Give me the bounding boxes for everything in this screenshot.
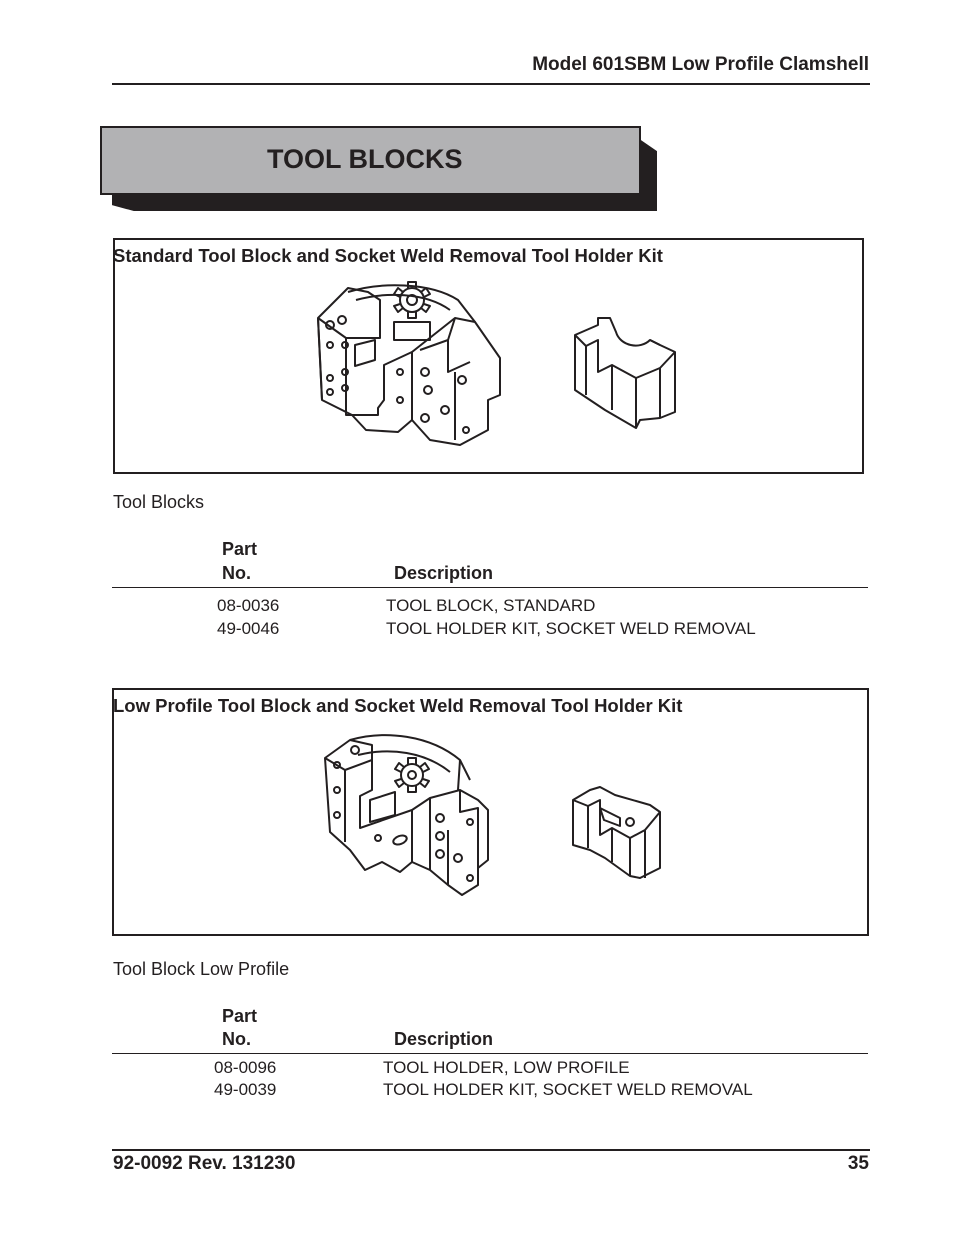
table1-header-part-line1: Part (222, 539, 258, 559)
footer-rule (112, 1149, 870, 1151)
caption-tool-blocks: Tool Blocks (113, 492, 205, 512)
table2-row1-part: 08-0096 (214, 1058, 277, 1077)
table2-row1-desc: TOOL HOLDER, LOW PROFILE (383, 1058, 630, 1077)
table2-row2-part: 49-0039 (214, 1080, 277, 1099)
table1-header-part-line2: No. (222, 563, 251, 583)
footer-doc-number: 92-0092 Rev. 131230 (113, 1153, 296, 1174)
table1-row1-desc: TOOL BLOCK, STANDARD (386, 596, 596, 615)
table2-rule (112, 1053, 868, 1054)
table2-header-description: Description (394, 1029, 494, 1049)
table1-header-description: Description (394, 563, 494, 583)
table1-row1-part: 08-0036 (217, 596, 280, 615)
table1-row2-part: 49-0046 (217, 619, 280, 638)
table2-row2-desc: TOOL HOLDER KIT, SOCKET WELD REMOVAL (383, 1080, 753, 1099)
footer-page-number: 35 (847, 1153, 869, 1174)
banner-title: TOOL BLOCKS (267, 144, 463, 174)
caption-tool-block-low-profile: Tool Block Low Profile (113, 959, 290, 979)
document-header-title: Model 601SBM Low Profile Clamshell (532, 54, 869, 75)
table1-row2-desc: TOOL HOLDER KIT, SOCKET WELD REMOVAL (386, 619, 756, 638)
figure-title-low-profile: Low Profile Tool Block and Socket Weld Removal Tool Holder Kit (113, 695, 683, 716)
table2-header-part-line1: Part (222, 1006, 258, 1026)
figure-title-standard: Standard Tool Block and Socket Weld Removal Tool Holder Kit (113, 245, 663, 266)
table2-header-part-line2: No. (222, 1029, 251, 1049)
